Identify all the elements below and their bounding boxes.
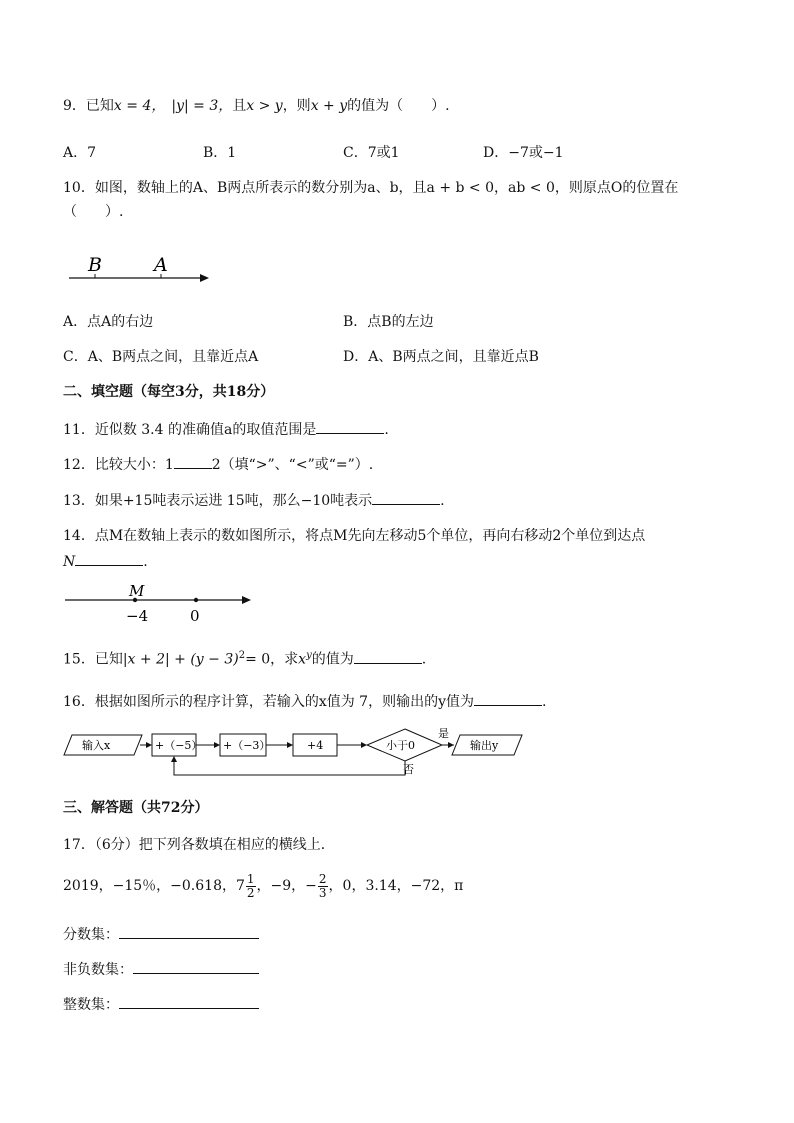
question-13: 13．如果+15吨表示运进 15吨，那么−10吨表示 . bbox=[63, 490, 445, 511]
answer-blank[interactable] bbox=[354, 649, 422, 664]
section-3-title: 三、解答题（共72分） bbox=[63, 800, 209, 816]
flow-input-label: 输入x bbox=[82, 739, 111, 752]
q10-option-a: A．点A的右边 bbox=[63, 314, 154, 330]
label-a: A bbox=[154, 254, 168, 276]
question-11: 11．近似数 3.4 的准确值a的取值范围是 . bbox=[63, 419, 389, 440]
label-b: B bbox=[88, 254, 102, 276]
answer-blank[interactable] bbox=[75, 551, 143, 566]
q9-option-c: C．7或1 bbox=[343, 145, 400, 161]
flow-step3-label: +4 bbox=[307, 739, 324, 752]
q16-flowchart bbox=[60, 725, 530, 781]
flow-no-label: 否 bbox=[403, 763, 414, 776]
q9-option-a: A．7 bbox=[63, 145, 97, 161]
question-14: 14．点M在数轴上表示的数如图所示，将点M先向左移动5个单位，再向右移动2个单位到达点 bbox=[63, 528, 646, 544]
question-14-cont: N . bbox=[63, 551, 148, 572]
question-9: 9．已知x = 4， |y| = 3，且x > y，则x + y的值为（ ）. bbox=[63, 98, 450, 114]
flow-decision-label: 小于0 bbox=[386, 739, 415, 752]
q10-option-b: B．点B的左边 bbox=[343, 314, 434, 330]
question-10: 10．如图，数轴上的A、B两点所表示的数分别为a、b，且a + b < 0，ab < 0，则原点O的位置在 bbox=[63, 180, 679, 196]
answer-blank[interactable] bbox=[474, 691, 542, 706]
question-12: 12．比较大小：1 2（填“>”、“<”或“=”）. bbox=[63, 454, 373, 475]
tick-label-m: −4 bbox=[126, 607, 149, 625]
flow-output-label: 输出y bbox=[470, 739, 499, 752]
label-m: M bbox=[129, 582, 145, 600]
set-integers: 整数集： bbox=[63, 994, 259, 1015]
q10-number-line bbox=[63, 250, 223, 290]
arrow-head bbox=[200, 274, 209, 282]
question-17: 17．（6分）把下列各数填在相应的横线上． bbox=[63, 837, 335, 853]
flow-step2-label: +（−3） bbox=[223, 739, 271, 752]
q9-option-b: B．1 bbox=[203, 145, 237, 161]
question-15: 15．已知$|x + 2| + (y - 3)^2= 0$，求$x^y$的值为 . bbox=[63, 650, 427, 668]
flow-yes-label: 是 bbox=[438, 727, 449, 740]
fraction-one-half: $\frac{1}{2}$ bbox=[246, 871, 255, 900]
set-fractions: 分数集： bbox=[63, 924, 259, 945]
answer-blank[interactable] bbox=[119, 924, 259, 939]
fraction-two-thirds: $\frac{2}{3}$ bbox=[318, 871, 327, 900]
q10-option-d: D．A、B两点之间，且靠近点B bbox=[343, 349, 539, 365]
question-16: 16．根据如图所示的程序计算，若输入的x值为 7，则输出的y值为 . bbox=[63, 691, 546, 712]
tick-label-zero: 0 bbox=[190, 607, 200, 625]
answer-blank[interactable] bbox=[133, 959, 259, 974]
flow-step1-label: +（−5） bbox=[155, 739, 203, 752]
point-zero bbox=[194, 598, 198, 602]
answer-blank[interactable] bbox=[119, 994, 259, 1009]
question-10-cont: （ ）. bbox=[63, 204, 124, 220]
q17-number-list: 2019，−15％，−0.618，7 $\frac{1}{2}$ ，−9，− $\frac{2}{3}$ ，0，3.14，−72，π bbox=[63, 871, 464, 900]
answer-blank[interactable] bbox=[372, 490, 440, 505]
q9-option-d: D．−7或−1 bbox=[483, 145, 564, 161]
answer-blank[interactable] bbox=[174, 454, 212, 469]
q14-number-line bbox=[63, 580, 263, 626]
answer-blank[interactable] bbox=[316, 419, 384, 434]
arrow-head bbox=[242, 596, 251, 604]
section-2-title: 二、填空题（每空3分，共18分） bbox=[63, 384, 275, 400]
set-non-negative: 非负数集： bbox=[63, 959, 259, 980]
q10-option-c: C．A、B两点之间，且靠近点A bbox=[63, 349, 259, 365]
